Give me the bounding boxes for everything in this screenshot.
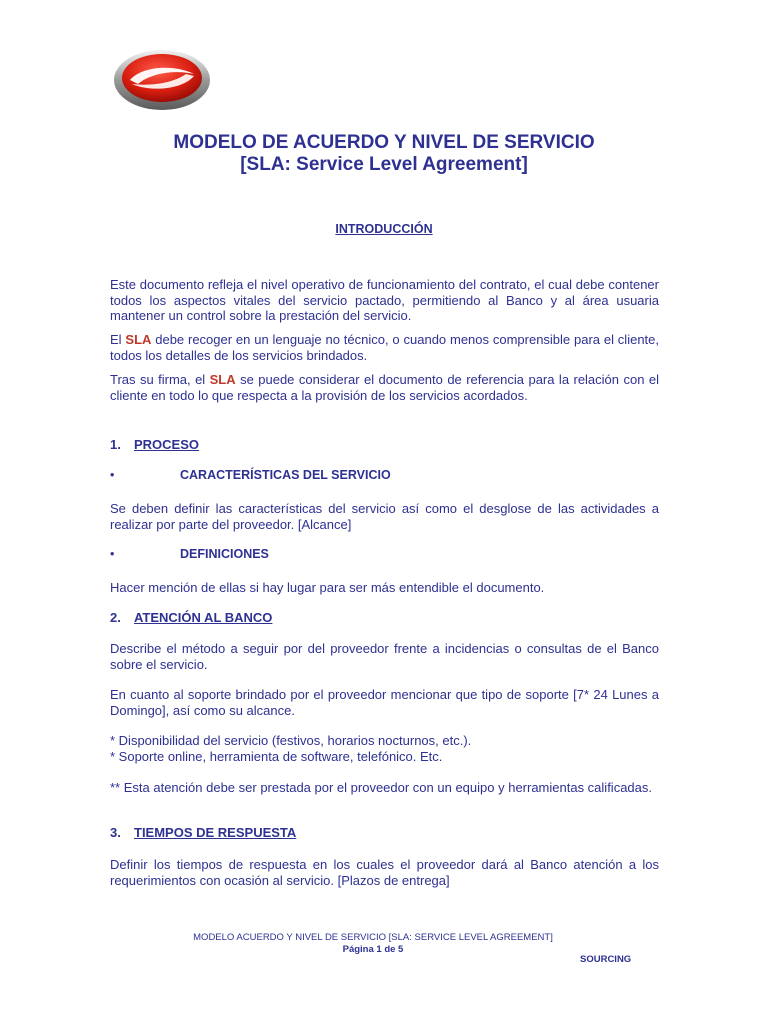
intro-p3-text-b: se puede considerar el documento de referencia para la relación con el cliente en todo lo que respecta a la provisión de los servicios acordados. <box>110 372 659 403</box>
sla-highlight: SLA <box>209 372 236 387</box>
atencion-paragraph-2: En cuanto al soporte brindado por el proveedor mencionar que tipo de soporte [7* 24 Lunes a Domingo], así como su alcance. <box>110 687 659 718</box>
bullet-caracteristicas <box>110 468 391 482</box>
intro-p3-text-a: Tras su firma, el <box>110 372 210 387</box>
section-2-heading <box>110 610 272 625</box>
section-1-heading <box>110 437 199 452</box>
footer-title: MODELO ACUERDO Y NIVEL DE SERVICIO [SLA: SERVICE LEVEL AGREEMENT] <box>193 932 553 943</box>
bullet-label: CARACTERÍSTICAS DEL SERVICIO <box>180 468 391 482</box>
footer-sourcing: SOURCING <box>580 954 632 965</box>
section-number: 2. <box>110 610 121 625</box>
section-label: PROCESO <box>134 437 200 452</box>
section-number: 1. <box>110 437 121 452</box>
section-label: TIEMPOS DE RESPUESTA <box>134 825 297 840</box>
atencion-list-item-1: * Disponibilidad del servicio (festivos, horarios nocturnos, etc.). <box>110 733 472 748</box>
footer-page-number: Página 1 de 5 <box>342 944 404 955</box>
intro-p2-text-a: El <box>110 332 126 347</box>
definiciones-paragraph: Hacer mención de ellas si hay lugar para ser más entendible el documento. <box>110 580 545 595</box>
atencion-paragraph-4: ** Esta atención debe ser prestada por el proveedor con un equipo y herramientas calificadas. <box>110 780 652 795</box>
intro-heading: INTRODUCCIÓN <box>335 222 433 236</box>
sla-highlight: SLA <box>125 332 152 347</box>
bullet-label: DEFINICIONES <box>180 547 269 561</box>
section-number: 3. <box>110 825 121 840</box>
company-logo-icon <box>112 44 212 112</box>
intro-paragraph-3 <box>110 372 659 403</box>
atencion-paragraph-1: Describe el método a seguir por del proveedor frente a incidencias o consultas de el Banco sobre el servicio. <box>110 641 659 672</box>
intro-p2-text-b: debe recoger en un lenguaje no técnico, o cuando menos comprensible para el cliente, todos los detalles de los servicios brindados. <box>110 332 659 363</box>
bullet-dot: • <box>110 547 115 561</box>
section-label: ATENCIÓN AL BANCO <box>134 610 273 625</box>
bullet-dot: • <box>110 468 115 482</box>
caracteristicas-paragraph: Se deben definir las características del servicio así como el desglose de las actividades a realizar por parte del proveedor. [Alcance] <box>110 501 659 532</box>
intro-paragraph-1: Este documento refleja el nivel operativo de funcionamiento del contrato, el cual debe contener todos los aspectos vitales del servicio pactado, permitiendo al Banco y al área usuaria mantener un control sobre la prestación del servicio. <box>110 277 659 323</box>
section-3-heading <box>110 825 296 840</box>
atencion-list-item-2: * Soporte online, herramienta de software, telefónico. Etc. <box>110 749 443 764</box>
document-title: MODELO DE ACUERDO Y NIVEL DE SERVICIO <box>173 132 595 153</box>
document-subtitle: [SLA: Service Level Agreement] <box>240 154 528 175</box>
intro-paragraph-2 <box>110 332 659 363</box>
bullet-definiciones <box>110 547 269 561</box>
tiempos-paragraph: Definir los tiempos de respuesta en los cuales el proveedor dará al Banco atención a los requerimientos con ocasión al servicio. [Plazos de entrega] <box>110 857 659 888</box>
